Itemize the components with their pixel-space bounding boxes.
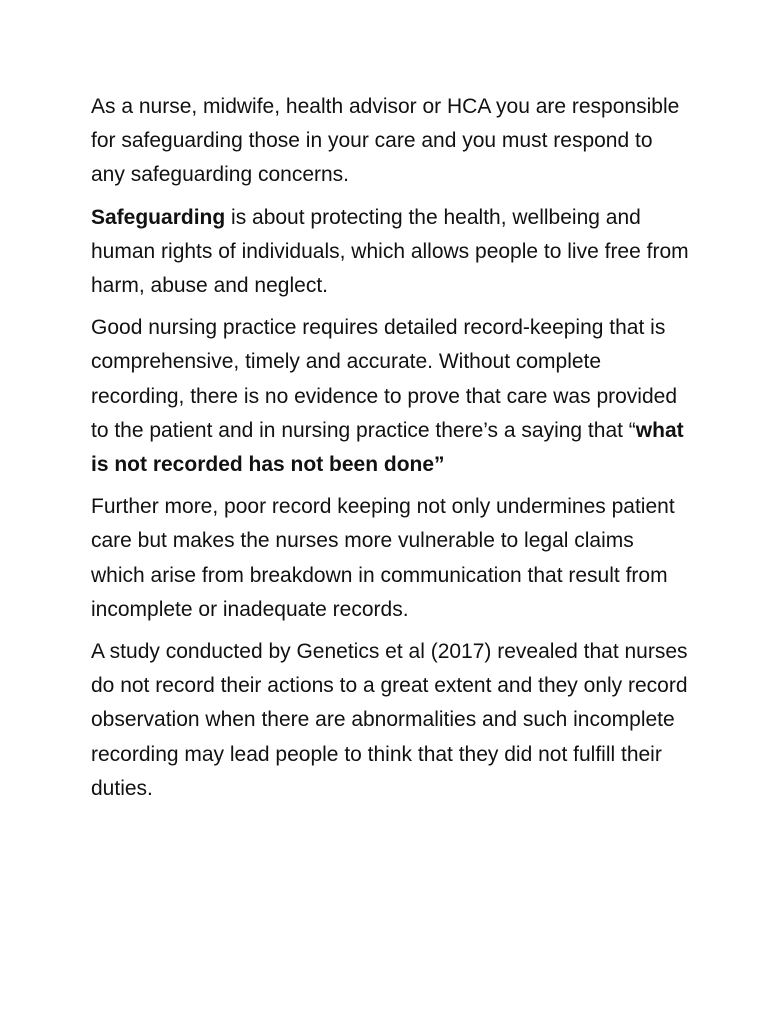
paragraph-poor-record-keeping	[91, 490, 691, 627]
paragraph-responsibility	[91, 90, 691, 193]
paragraph-text: A study conducted by Genetics et al (2017) revealed that nurses do not record their actions to a great extent and they only record observation when there are abnormalities and such incomplete recording may lead people to think that they did not fulfill their duties.	[91, 640, 688, 800]
paragraph-text: Further more, poor record keeping not only undermines patient care but makes the nurses more vulnerable to legal claims which arise from breakdown in communication that result from incomplete or inadequate records.	[91, 495, 675, 621]
paragraph-text: As a nurse, midwife, health advisor or HCA you are responsible for safeguarding those in your care and you must respond to any safeguarding concerns.	[91, 95, 680, 187]
paragraph-record-keeping	[91, 311, 691, 482]
bold-quote: what is not recorded has not been done”	[91, 418, 684, 477]
paragraph-safeguarding-definition	[91, 201, 691, 304]
bold-term-safeguarding: Safeguarding	[91, 205, 226, 229]
document-body	[91, 90, 691, 814]
paragraph-text: is about protecting the health, wellbeing and human rights of individuals, which allows people to live free from harm, abuse and neglect.	[91, 205, 689, 298]
paragraph-study	[91, 635, 691, 806]
paragraph-text: Good nursing practice requires detailed record-keeping that is comprehensive, timely and accurate. Without complete recording, there is no evidence to prove that care was provided to the patient and in nursing practice there’s a saying that “	[91, 316, 678, 442]
